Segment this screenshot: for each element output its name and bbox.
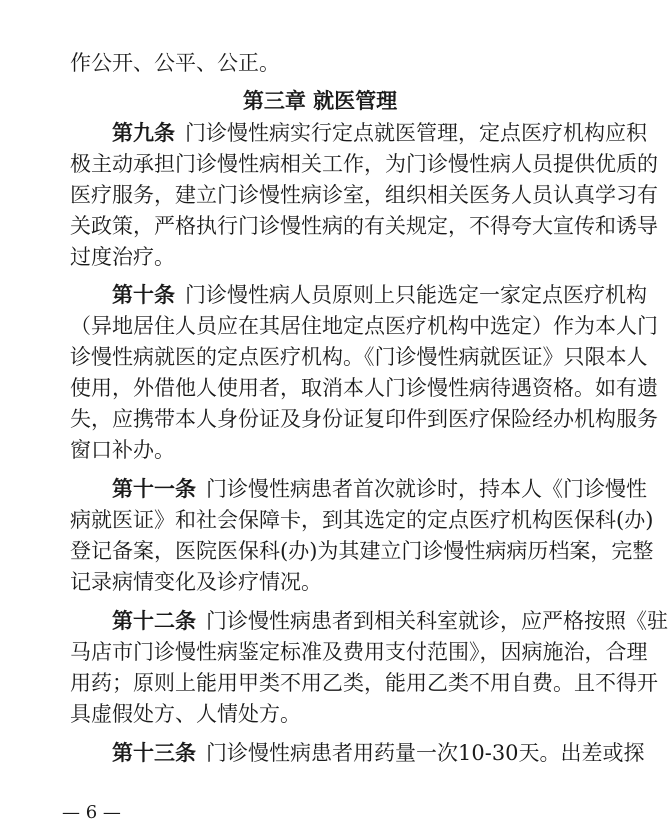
text-line: 马店市门诊慢性病鉴定标准及费用支付范围》，因病施治，合理 <box>70 640 648 664</box>
article-13-text: 门诊慢性病患者用药量一次10-30天。出差或探 <box>206 741 645 765</box>
article-11-first-line <box>112 474 647 504</box>
article-9-title: 第九条 <box>112 120 175 145</box>
article-13-first-line <box>112 738 645 768</box>
article-12-first-line <box>112 606 668 636</box>
article-11-title: 第十一条 <box>112 476 196 501</box>
article-10-title: 第十条 <box>112 282 175 307</box>
text-line: 用药；原则上能用甲类不用乙类，能用乙类不用自费。且不得开 <box>70 671 658 695</box>
article-10-first-line <box>112 280 647 310</box>
article-13-title: 第十三条 <box>112 740 196 765</box>
text-line: 失，应携带本人身份证及身份证复印件到医疗保险经办机构服务 <box>70 407 658 431</box>
article-12-text: 门诊慢性病患者到相关科室就诊，应严格按照《驻 <box>206 609 668 633</box>
article-12-title: 第十二条 <box>112 608 196 633</box>
text-line: 记录病情变化及诊疗情况。 <box>70 570 322 594</box>
text-line: 作公开、公平、公正。 <box>70 51 280 75</box>
page-number: — 6 — <box>62 802 121 823</box>
text-line: 诊慢性病就医的定点医疗机构。《门诊慢性病就医证》只限本人 <box>70 345 648 369</box>
text-line: 具虚假处方、人情处方。 <box>70 702 301 726</box>
article-9-text: 门诊慢性病实行定点就医管理，定点医疗机构应积 <box>185 121 647 145</box>
article-11-text: 门诊慢性病患者首次就诊时，持本人《门诊慢性 <box>206 477 647 501</box>
article-10-text: 门诊慢性病人员原则上只能选定一家定点医疗机构 <box>185 283 647 307</box>
text-line: 过度治疗。 <box>70 245 175 269</box>
text-line: 病就医证》和社会保障卡，到其选定的定点医疗机构医保科(办) <box>70 508 654 532</box>
text-line: 关政策，严格执行门诊慢性病的有关规定，不得夸大宣传和诱导 <box>70 214 658 238</box>
text-line: 使用，外借他人使用者，取消本人门诊慢性病待遇资格。如有遗 <box>70 376 658 400</box>
text-line: （异地居住人员应在其居住地定点医疗机构中选定）作为本人门 <box>70 314 658 338</box>
article-9-first-line <box>112 118 647 148</box>
chapter-heading: 第三章 就医管理 <box>242 89 398 113</box>
text-line: 窗口补办。 <box>70 438 175 462</box>
text-line: 极主动承担门诊慢性病相关工作，为门诊慢性病人员提供优质的 <box>70 152 658 176</box>
text-line: 医疗服务，建立门诊慢性病诊室，组织相关医务人员认真学习有 <box>70 183 658 207</box>
text-line: 登记备案，医院医保科(办)为其建立门诊慢性病病历档案，完整 <box>70 539 654 563</box>
